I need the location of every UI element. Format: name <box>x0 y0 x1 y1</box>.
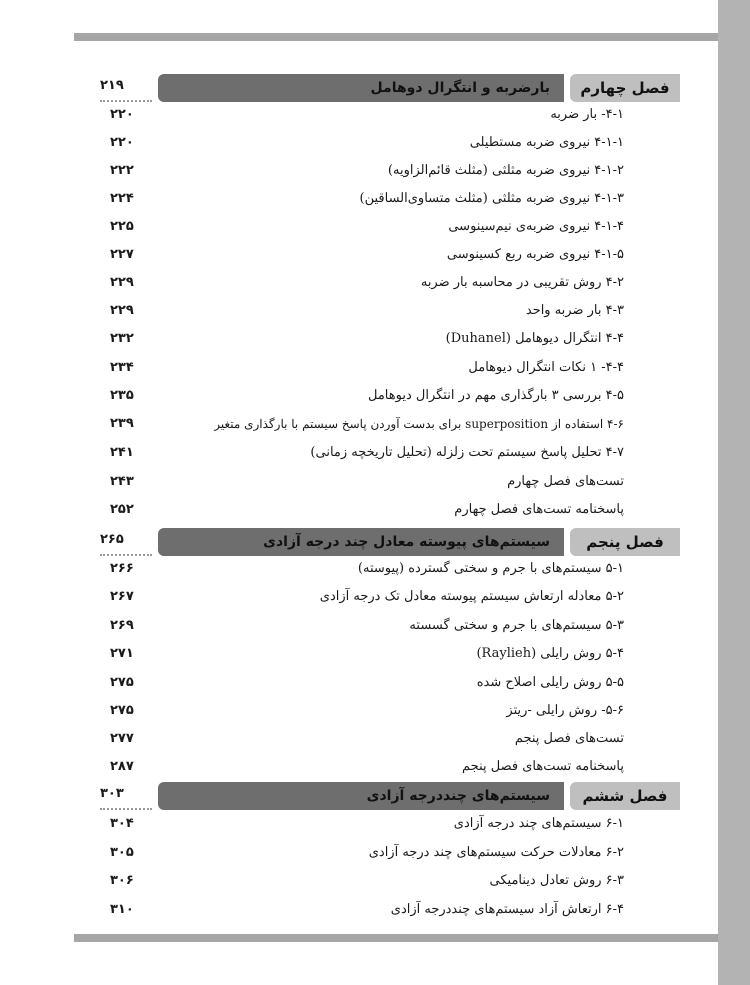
chapter-header[interactable] <box>100 74 680 102</box>
toc-entry-page: ۳۰۶ <box>110 873 134 888</box>
toc-entry-title: ۵-۵ روش رایلی اصلاح شده <box>476 675 624 690</box>
toc-entry-page: ۲۸۷ <box>110 759 134 774</box>
chapter-header[interactable] <box>100 782 680 810</box>
chapter-title: سیستم‌های چنددرجه آزادی <box>158 782 564 810</box>
toc-entry[interactable] <box>100 271 680 295</box>
toc-entry-title: پاسخنامه تست‌های فصل چهارم <box>454 502 624 517</box>
chapter-label: فصل چهارم <box>570 74 680 102</box>
toc-entry-page: ۲۵۲ <box>110 502 134 517</box>
toc-entry[interactable] <box>100 557 680 581</box>
chapter-title: بارضربه و انتگرال دوهامل <box>158 74 564 102</box>
toc-entry-page: ۲۴۳ <box>110 474 134 489</box>
toc-entry[interactable] <box>100 671 680 695</box>
toc-entry-title: ۶-۱ سیستم‌های چند درجه آزادی <box>453 816 624 831</box>
toc-entry-title: ۴-۱-۲ نیروی ضربه مثلثی (مثلث قائم‌الزاویه) <box>387 163 624 178</box>
toc-entry[interactable] <box>100 131 680 155</box>
toc-entry-title: ۵-۳ سیستم‌های با جرم و سختی گسسته <box>409 618 624 633</box>
toc-entry-page: ۲۷۷ <box>110 731 134 746</box>
toc-entry[interactable] <box>100 898 680 922</box>
toc-entry[interactable] <box>100 585 680 609</box>
toc-entry[interactable] <box>100 384 680 408</box>
toc-entry-title: ۴-۳ بار ضربه واحد <box>525 303 624 318</box>
toc-entry-page: ۲۳۵ <box>110 388 134 403</box>
toc-entry-page: ۲۳۲ <box>110 331 134 346</box>
chapter-page-number: ۳۰۳ <box>100 786 158 801</box>
toc-entry-title: ۴-۲ روش تقریبی در محاسبه بار ضربه <box>420 275 624 290</box>
chapter-label: فصل پنجم <box>570 528 680 556</box>
toc-entry[interactable] <box>100 441 680 465</box>
toc-entry-title: ۵-۶- روش رایلی -ریتز <box>506 703 624 718</box>
toc-entry-title: ۴-۶ استفاده از superposition برای بدست آوردن پاسخ سیستم با بارگذاری متغیر <box>214 417 624 431</box>
toc-entry[interactable] <box>100 103 680 127</box>
toc-entry-page: ۲۲۴ <box>110 191 134 206</box>
toc-entry[interactable] <box>100 243 680 267</box>
toc-entry-page: ۲۲۰ <box>110 107 134 122</box>
toc-entry-title: ۵-۲ معادله ارتعاش سیستم پیوسته معادل تک درجه آزادی <box>319 589 624 604</box>
chapter-page-number: ۲۱۹ <box>100 78 158 93</box>
toc-entry[interactable] <box>100 412 680 436</box>
toc-entry-page: ۲۶۷ <box>110 589 134 604</box>
toc-entry-page: ۲۲۲ <box>110 163 134 178</box>
toc-entry-page: ۲۲۰ <box>110 135 134 150</box>
toc-entry[interactable] <box>100 841 680 865</box>
toc-entry[interactable] <box>100 614 680 638</box>
toc-entry[interactable] <box>100 215 680 239</box>
toc-entry[interactable] <box>100 299 680 323</box>
toc-entry[interactable] <box>100 327 680 351</box>
chapter-title: سیستم‌های پیوسته معادل چند درجه آزادی <box>158 528 564 556</box>
toc-entry-title: ۴-۴ انتگرال دیوهامل (Duhanel) <box>445 331 624 346</box>
toc-entry[interactable] <box>100 699 680 723</box>
toc-entry[interactable] <box>100 187 680 211</box>
toc-entry-title: ۴-۵ بررسی ۳ بارگذاری مهم در انتگرال دیوهامل <box>368 388 624 403</box>
toc-entry-page: ۲۳۹ <box>110 416 134 431</box>
toc-entry[interactable] <box>100 470 680 494</box>
toc-entry[interactable] <box>100 159 680 183</box>
toc-entry-page: ۲۲۵ <box>110 219 134 234</box>
toc-entry-title: پاسخنامه تست‌های فصل پنجم <box>462 759 624 774</box>
toc-entry[interactable] <box>100 727 680 751</box>
toc-entry[interactable] <box>100 812 680 836</box>
toc-entry-title: تست‌های فصل چهارم <box>507 474 624 489</box>
toc-entry-title: ۴-۱-۱ نیروی ضربه مستطیلی <box>469 135 624 150</box>
toc-entry-title: ۵-۴ روش رایلی (Raylieh) <box>476 646 624 661</box>
toc-entry[interactable] <box>100 755 680 779</box>
chapter-header[interactable] <box>100 528 680 556</box>
chapter-page-number: ۲۶۵ <box>100 532 158 547</box>
toc-entry-page: ۲۲۹ <box>110 275 134 290</box>
toc-entry[interactable] <box>100 869 680 893</box>
toc-entry-title: ۴-۴- ۱ نکات انتگرال دیوهامل <box>468 360 624 375</box>
toc-entry-page: ۲۷۵ <box>110 703 134 718</box>
toc-entry-title: تست‌های فصل پنجم <box>514 731 624 746</box>
toc-entry-title: ۴-۷ تحلیل پاسخ سیستم تحت زلزله (تحلیل تاریخچه زمانی) <box>310 445 624 460</box>
chapter-label: فصل ششم <box>570 782 680 810</box>
toc-entry-title: ۶-۲ معادلات حرکت سیستم‌های چند درجه آزادی <box>368 845 624 860</box>
toc-entry[interactable] <box>100 356 680 380</box>
toc-entry-title: ۴-۱-۵ نیروی ضربه ربع کسینوسی <box>446 247 624 262</box>
toc-entry-title: ۴-۱-۴ نیروی ضربه‌ی نیم‌سینوسی <box>448 219 624 234</box>
toc-entry-page: ۲۲۹ <box>110 303 134 318</box>
toc-entry-page: ۲۷۱ <box>110 646 134 661</box>
toc-entry[interactable] <box>100 642 680 666</box>
toc-entry-page: ۲۶۹ <box>110 618 134 633</box>
toc-entry-page: ۲۶۶ <box>110 561 134 576</box>
toc-entry-page: ۲۲۷ <box>110 247 134 262</box>
toc-entry-page: ۳۱۰ <box>110 902 134 917</box>
toc-entry-page: ۲۷۵ <box>110 675 134 690</box>
toc-entry-title: ۶-۳ روش تعادل دینامیکی <box>489 873 624 888</box>
toc-entry-title: ۴-۱- بار ضربه <box>550 107 624 122</box>
toc-entry-page: ۳۰۴ <box>110 816 134 831</box>
toc-entry-page: ۳۰۵ <box>110 845 134 860</box>
toc-entry-title: ۴-۱-۳ نیروی ضربه مثلثی (مثلث متساوی‌الساقین) <box>359 191 624 206</box>
toc-entry-title: ۵-۱ سیستم‌های با جرم و سختی گسترده (پیوسته) <box>357 561 624 576</box>
toc-entry-title: ۶-۴ ارتعاش آزاد سیستم‌های چنددرجه آزادی <box>390 902 624 917</box>
toc-entry-page: ۲۴۱ <box>110 445 134 460</box>
toc-entry-page: ۲۳۴ <box>110 360 134 375</box>
toc-entry[interactable] <box>100 498 680 522</box>
